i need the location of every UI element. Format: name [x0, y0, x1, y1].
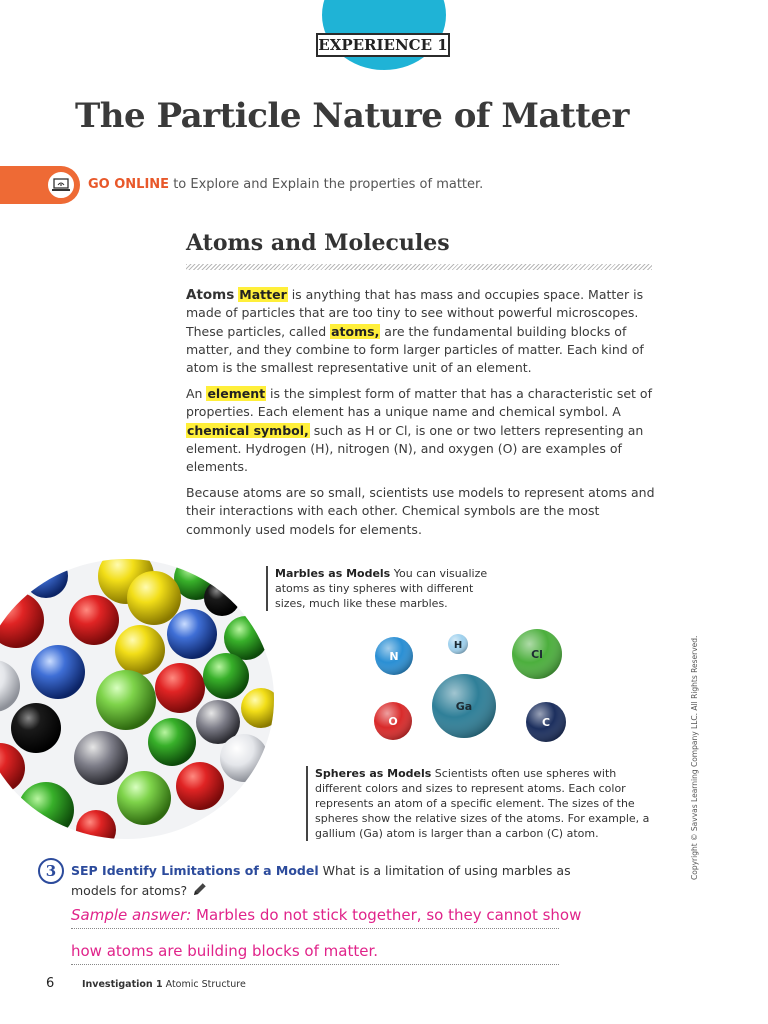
- vocab-chemical-symbol: chemical symbol,: [187, 422, 309, 438]
- element-spheres-diagram: [360, 622, 580, 752]
- question-number: 3: [38, 858, 64, 884]
- laptop-icon: [52, 178, 70, 192]
- caption-title: Spheres as Models: [315, 767, 432, 780]
- sphere-n: [375, 637, 413, 675]
- go-online-button[interactable]: [46, 170, 76, 200]
- paragraph-text: is the simplest form of matter that has a characteristic set of properties. Each element has a unique name and chemical symbol. A: [186, 386, 652, 420]
- answer-text: Marbles do not stick together, so they cannot show: [191, 906, 582, 924]
- footer-investigation: Investigation 1: [82, 979, 163, 990]
- page-title: The Particle Nature of Matter: [75, 96, 629, 136]
- paragraph-text: An: [186, 386, 207, 401]
- caption-title: Marbles as Models: [275, 567, 391, 580]
- sphere-label-ga: Ga: [455, 700, 473, 713]
- page-number: 6: [46, 976, 55, 991]
- go-online-line: [88, 177, 483, 192]
- sphere-h: [448, 634, 468, 654]
- section-divider: [186, 264, 652, 270]
- paragraph-text: are the fundamental building blocks of matter, and they combine to form larger particles of matter. Each kind of atom is the smallest representative unit of an element.: [186, 323, 644, 376]
- sphere-label-n: N: [389, 650, 399, 663]
- question-label: SEP Identify Limitations of a Model: [71, 863, 319, 878]
- paragraph-text: is anything that has mass and occupies space. Matter is made of particles that are too tiny to see without powerful microscopes. These particles, called: [186, 287, 644, 339]
- paragraph-lead: Atoms: [186, 287, 235, 303]
- sphere-label-c: C: [541, 716, 551, 729]
- footer-topic: Atomic Structure: [162, 979, 246, 990]
- answer-line-1[interactable]: [71, 906, 582, 929]
- paragraph-models: Because atoms are so small, scientists use models to represent atoms and their interactions with each other. Chemical symbols are the most commonly used models for elements.: [186, 485, 655, 537]
- paragraph-element: [186, 385, 664, 476]
- section-heading: Atoms and Molecules: [186, 230, 450, 256]
- sphere-label-cl: Cl: [531, 648, 543, 661]
- vocab-element: element: [207, 386, 266, 401]
- sphere-o: [374, 702, 412, 740]
- marbles-photo: [0, 558, 276, 840]
- question-text: What is a limitation of using marbles as models for atoms?: [71, 863, 571, 898]
- vocab-matter: Matter: [239, 287, 287, 302]
- paragraph-atoms: [186, 286, 664, 377]
- sphere-c: [526, 702, 566, 742]
- caption-text: You can visualize atoms as tiny spheres with different sizes, much like these marbles.: [275, 567, 488, 610]
- go-online-link[interactable]: GO ONLINE: [88, 177, 170, 192]
- answer-prefix: Sample answer:: [71, 906, 192, 924]
- sphere-cl: [512, 629, 562, 679]
- caption-marbles: [266, 566, 505, 611]
- question-prompt: [71, 862, 571, 900]
- caption-spheres: [306, 766, 655, 841]
- caption-text: Scientists often use spheres with different colors and sizes to represent atoms. Each color represents an atom of a specific element. The sizes of the spheres show the relative sizes of the atoms. For example, a gallium (Ga) atom is larger than a carbon (C) atom.: [315, 767, 650, 840]
- answer-line-2[interactable]: how atoms are building blocks of matter.: [71, 942, 559, 965]
- footer-running-head: [82, 979, 246, 990]
- go-online-text: to Explore and Explain the properties of matter.: [169, 177, 484, 192]
- experience-badge: EXPERIENCE 1: [316, 33, 450, 57]
- sphere-label-o: O: [388, 715, 398, 728]
- vocab-atoms: atoms,: [331, 323, 380, 339]
- paragraph-text: such as H or Cl, is one or two letters representing an element. Hydrogen (H), nitrogen (N), and oxygen (O) are examples of elements.: [186, 422, 644, 475]
- sphere-label-h: H: [453, 640, 463, 651]
- copyright-notice: Copyright © Savvas Learning Company LLC. All Rights Reserved.: [690, 635, 699, 880]
- pencil-icon: [191, 880, 209, 898]
- sphere-ga: [432, 674, 496, 738]
